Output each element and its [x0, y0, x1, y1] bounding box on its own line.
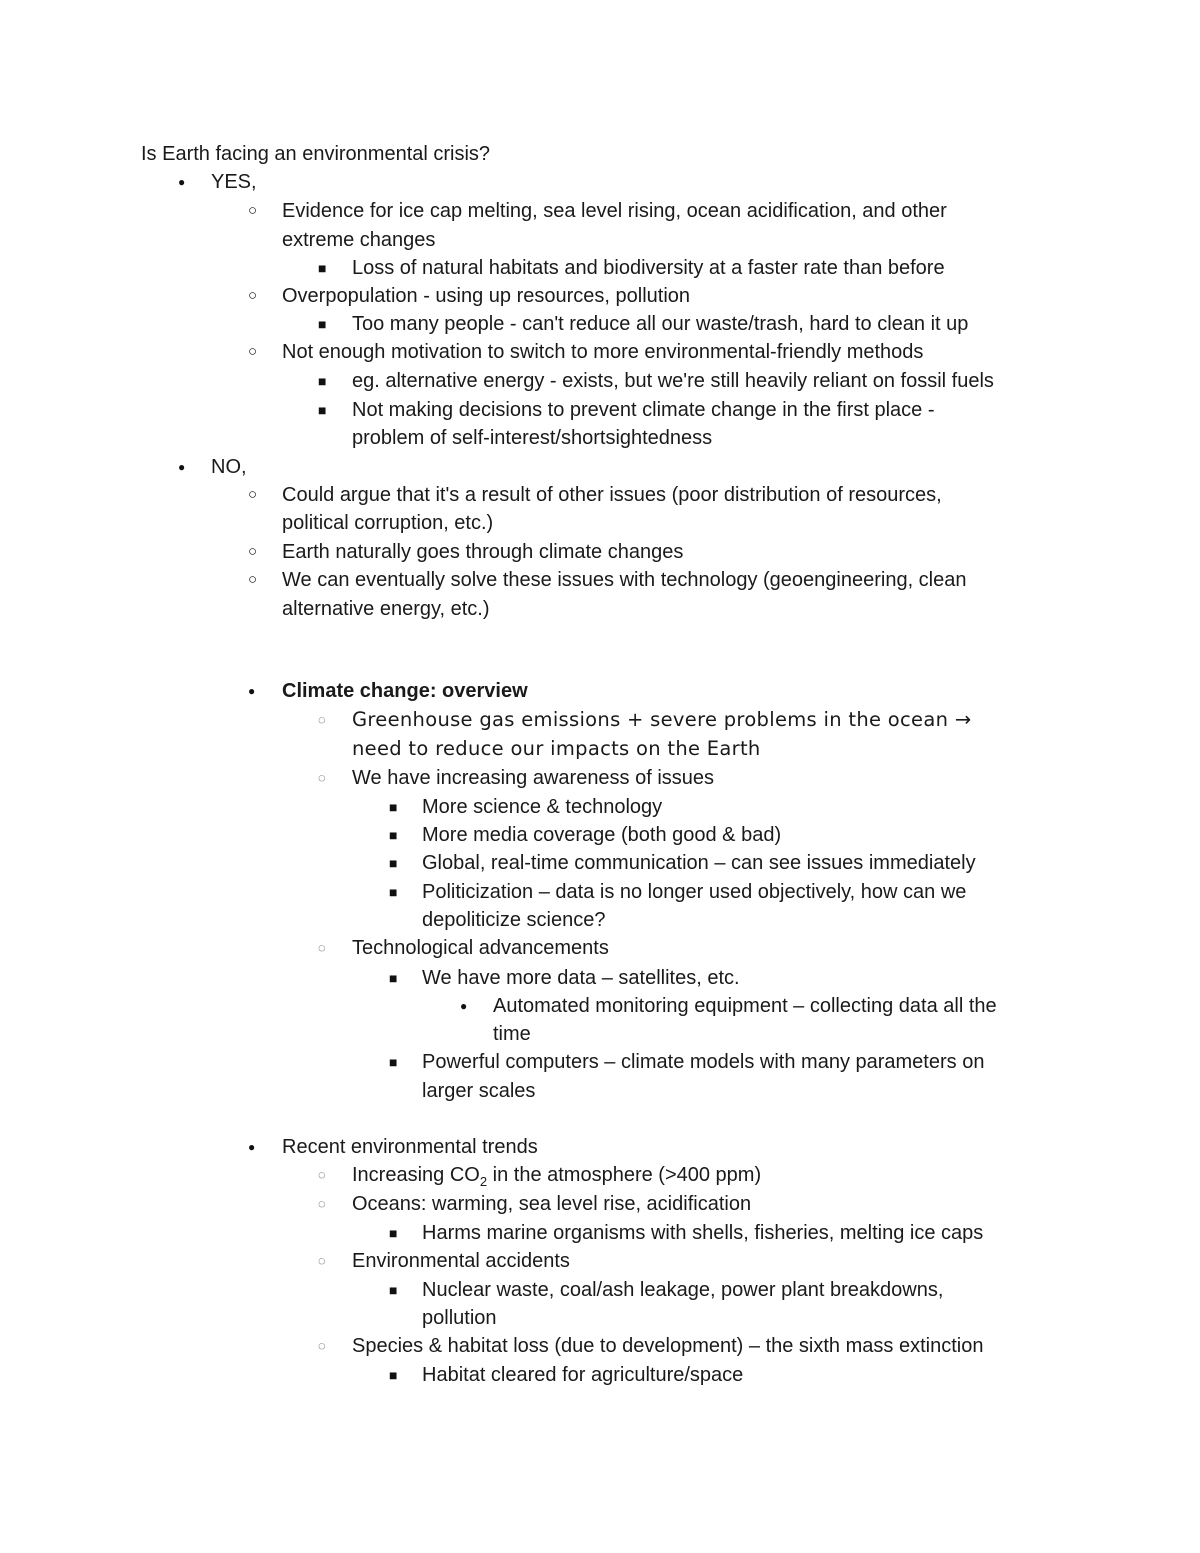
line-text: eg. alternative energy - exists, but we're still heavily reliant on fossil fuels: [352, 370, 994, 392]
square-bullet-icon: ■: [389, 799, 398, 815]
list-item-text: [422, 1077, 535, 1105]
list-item-text: [282, 338, 923, 366]
dotted-bullet-icon: ◌: [318, 1253, 326, 1268]
line-text: Too many people - can't reduce all our waste/trash, hard to clean it up: [352, 313, 969, 335]
line-text: Global, real-time communication – can see issues immediately: [422, 852, 976, 874]
disc-bullet-icon: ●: [460, 999, 468, 1013]
list-item-text: [352, 254, 945, 282]
line-text: NO,: [211, 456, 247, 478]
dotted-bullet-icon: ◌: [318, 712, 326, 727]
square-bullet-icon: ■: [389, 1367, 398, 1383]
list-item-text: [422, 1276, 943, 1304]
list-item-text: [211, 453, 247, 481]
line-text-continued: in the atmosphere (>400 ppm): [487, 1164, 762, 1186]
disc-bullet-icon: ●: [248, 684, 256, 698]
line-text: Automated monitoring equipment – collecting data all the: [493, 995, 997, 1017]
line-text: Nuclear waste, coal/ash leakage, power plant breakdowns,: [422, 1279, 944, 1301]
square-bullet-icon: ■: [389, 855, 398, 871]
list-item-text: [422, 793, 662, 821]
list-item-text: [211, 168, 257, 196]
line-text: larger scales: [422, 1080, 536, 1102]
dotted-bullet-icon: ◌: [318, 940, 326, 955]
list-item-text: [282, 566, 967, 594]
line-text: Recent environmental trends: [282, 1136, 538, 1158]
line-text: Increasing CO: [352, 1164, 480, 1186]
line-text: Environmental accidents: [352, 1250, 570, 1272]
line-text: Politicization – data is no longer used objectively, how can we: [422, 881, 967, 903]
line-text: We can eventually solve these issues with technology (geoengineering, clean: [282, 569, 967, 591]
list-item-text: [422, 821, 781, 849]
line-text: Technological advancements: [352, 937, 609, 959]
line-text: time: [493, 1023, 531, 1045]
list-item-text: [282, 509, 493, 537]
circle-bullet-icon: ○: [248, 287, 258, 304]
list-item-text: [422, 1361, 743, 1389]
line-text: Habitat cleared for agriculture/space: [422, 1364, 744, 1386]
list-item-text: [352, 1161, 761, 1189]
line-text: Climate change: overview: [282, 680, 528, 702]
list-item-text: [352, 764, 714, 792]
list-item-text: [282, 595, 490, 623]
list-item-text: [282, 481, 942, 509]
line-text: extreme changes: [282, 229, 436, 251]
list-item-text: [352, 735, 761, 763]
list-item-text: [422, 878, 966, 906]
line-text: problem of self-interest/shortsightedness: [352, 427, 713, 449]
line-text: YES,: [211, 171, 257, 193]
list-item-text: [422, 964, 740, 992]
list-item-text: [282, 677, 528, 705]
line-text: Not enough motivation to switch to more environmental-friendly methods: [282, 341, 924, 363]
square-bullet-icon: ■: [389, 970, 398, 986]
line-text: Species & habitat loss (due to development) – the sixth mass extinction: [352, 1335, 984, 1357]
list-item-text: [422, 1219, 983, 1247]
line-text: Earth naturally goes through climate changes: [282, 541, 684, 563]
square-bullet-icon: ■: [318, 260, 327, 276]
list-item-text: [282, 282, 690, 310]
square-bullet-icon: ■: [318, 402, 327, 418]
circle-bullet-icon: ○: [248, 202, 258, 219]
line-text: We have more data – satellites, etc.: [422, 967, 740, 989]
circle-bullet-icon: ○: [248, 543, 258, 560]
square-bullet-icon: ■: [318, 373, 327, 389]
list-item-text: [352, 367, 994, 395]
line-text: Powerful computers – climate models with many parameters on: [422, 1051, 985, 1073]
line-text: Overpopulation - using up resources, pollution: [282, 285, 691, 307]
list-item-text: [352, 310, 968, 338]
list-item-text: [282, 197, 947, 225]
list-item-text: [352, 1332, 983, 1360]
line-text: Harms marine organisms with shells, fisheries, melting ice caps: [422, 1222, 984, 1244]
list-item-text: [282, 1133, 538, 1161]
dotted-bullet-icon: ◌: [318, 1167, 326, 1182]
list-item-text: [352, 706, 971, 734]
line-text: Could argue that it's a result of other issues (poor distribution of resources,: [282, 484, 942, 506]
list-item-text: [352, 424, 712, 452]
list-item-text: [422, 906, 605, 934]
list-item-text: [422, 849, 976, 877]
disc-bullet-icon: ●: [178, 460, 186, 474]
document-heading: [141, 140, 490, 168]
line-text: alternative energy, etc.): [282, 598, 490, 620]
subscript: 2: [479, 1174, 488, 1189]
line-text: political corruption, etc.): [282, 512, 494, 534]
line-text: pollution: [422, 1307, 497, 1329]
line-text: need to reduce our impacts on the Earth: [352, 737, 761, 760]
list-item-text: [352, 396, 935, 424]
list-item-text: [493, 1020, 531, 1048]
line-text: Is Earth facing an environmental crisis?: [141, 143, 491, 165]
line-text: Greenhouse gas emissions + severe problems in the ocean →: [352, 708, 972, 731]
line-text: More science & technology: [422, 796, 663, 818]
dotted-bullet-icon: ◌: [318, 1196, 326, 1211]
line-text: More media coverage (both good & bad): [422, 824, 782, 846]
square-bullet-icon: ■: [389, 884, 398, 900]
line-text: Evidence for ice cap melting, sea level rising, ocean acidification, and other: [282, 200, 947, 222]
circle-bullet-icon: ○: [248, 571, 258, 588]
list-item-text: [422, 1304, 497, 1332]
square-bullet-icon: ■: [389, 1225, 398, 1241]
line-text: Oceans: warming, sea level rise, acidification: [352, 1193, 752, 1215]
list-item-text: [422, 1048, 984, 1076]
list-item-text: [282, 226, 435, 254]
square-bullet-icon: ■: [389, 827, 398, 843]
list-item-text: [493, 992, 997, 1020]
circle-bullet-icon: ○: [248, 486, 258, 503]
line-text: Not making decisions to prevent climate change in the first place -: [352, 399, 935, 421]
circle-bullet-icon: ○: [248, 343, 258, 360]
line-text: We have increasing awareness of issues: [352, 767, 715, 789]
disc-bullet-icon: ●: [178, 175, 186, 189]
square-bullet-icon: ■: [389, 1282, 398, 1298]
dotted-bullet-icon: ◌: [318, 770, 326, 785]
list-item-text: [352, 1190, 751, 1218]
square-bullet-icon: ■: [389, 1054, 398, 1070]
square-bullet-icon: ■: [318, 316, 327, 332]
list-item-text: [352, 1247, 570, 1275]
line-text: Loss of natural habitats and biodiversity at a faster rate than before: [352, 257, 945, 279]
list-item-text: [352, 934, 609, 962]
list-item-text: [282, 538, 683, 566]
line-text: depoliticize science?: [422, 909, 606, 931]
disc-bullet-icon: ●: [248, 1140, 256, 1154]
dotted-bullet-icon: ◌: [318, 1338, 326, 1353]
